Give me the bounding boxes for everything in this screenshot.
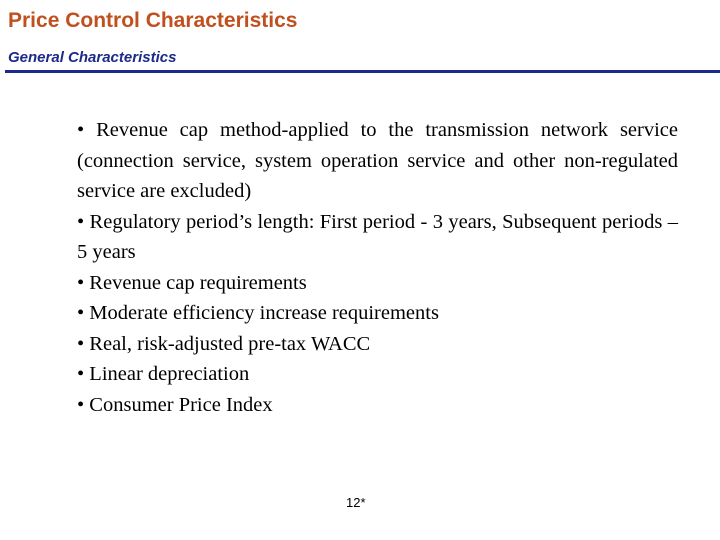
slide-subtitle: General Characteristics xyxy=(8,49,177,66)
page-number: 12* xyxy=(346,495,366,510)
bullet-list xyxy=(77,115,678,420)
bullet-item-revenue-cap-requirements: • Revenue cap requirements xyxy=(77,271,307,294)
bullet-item-consumer-price-index: • Consumer Price Index xyxy=(77,393,273,416)
bullet-item-wacc: • Real, risk-adjusted pre-tax WACC xyxy=(77,332,371,355)
bullet-item-regulatory-period: • Regulatory period’s length: First period - 3 years, Subsequent periods – 5 years xyxy=(77,210,678,263)
bullet-item-revenue-cap-method: • Revenue cap method-applied to the transmission network service (connection service, system operation service and other non-regulated service are excluded) xyxy=(77,119,678,202)
bullet-item-linear-depreciation: • Linear depreciation xyxy=(77,363,250,385)
title-divider xyxy=(5,70,720,73)
bullet-item-efficiency-requirements: • Moderate efficiency increase requirements xyxy=(77,302,439,324)
slide-title: Price Control Characteristics xyxy=(8,9,298,32)
